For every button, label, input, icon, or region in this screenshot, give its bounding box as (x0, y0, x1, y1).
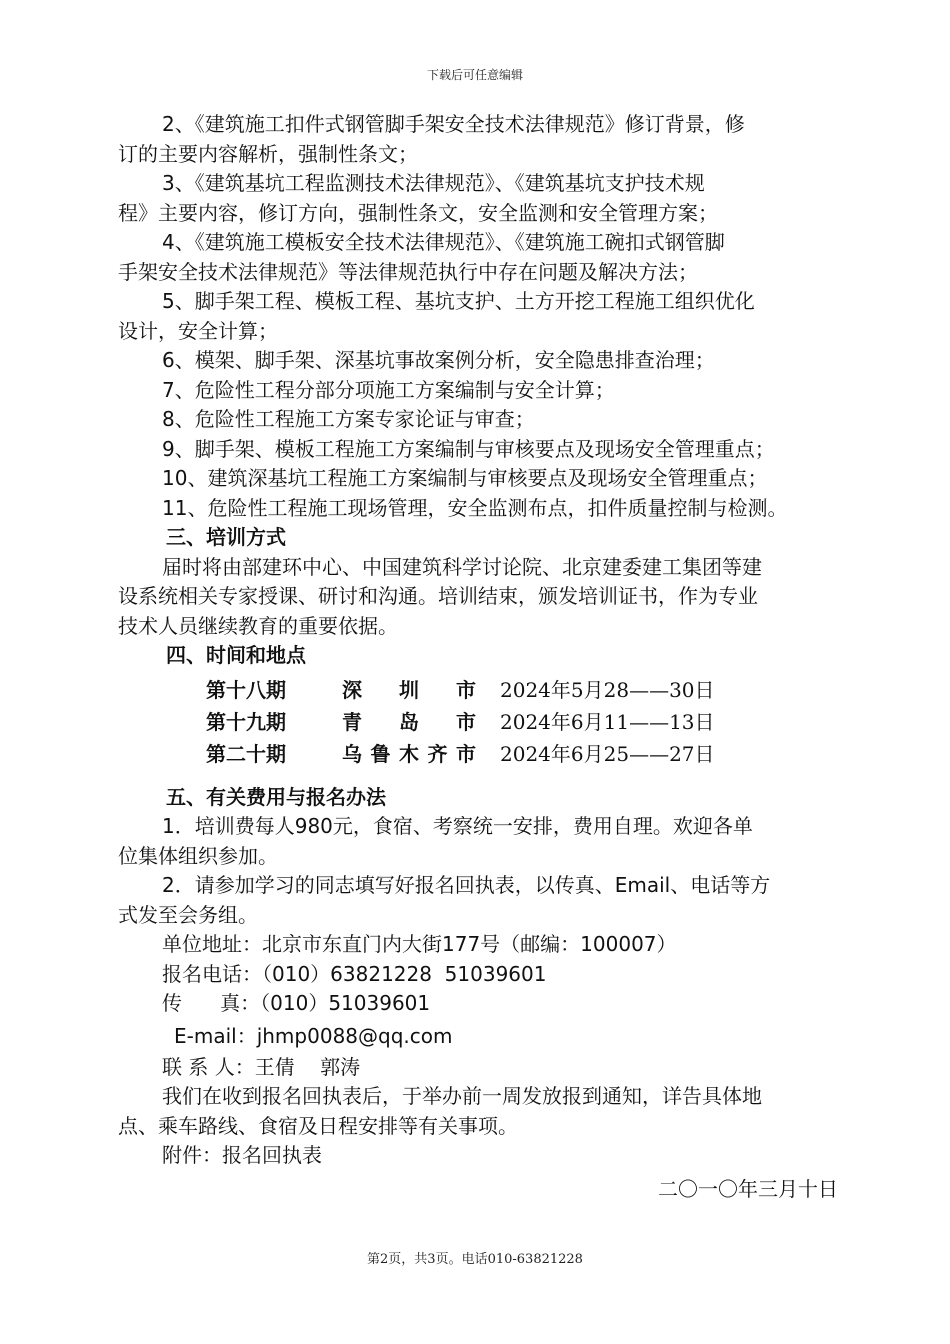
item-2-line2: 订的主要内容解析，强制性条文； (118, 141, 418, 166)
item-4-line2: 手架安全技术法律规范》等法律规范执行中存在问题及解决方法； (118, 259, 698, 284)
item-3-line2: 程》主要内容，修订方向，强制性条文，安全监测和安全管理方案； (118, 200, 718, 225)
section5-heading: 五、有关费用与报名办法 (166, 784, 386, 809)
signature-date: 二〇一〇年三月十日 (658, 1176, 838, 1201)
schedule-date: 2024年6月25——27日 (500, 742, 715, 766)
page-footer: 第2页，共3页。电话010-63821228 (367, 1252, 583, 1267)
schedule-city: 乌鲁木齐市 (342, 742, 476, 766)
schedule-row (206, 673, 838, 705)
item-8: 8、危险性工程施工方案专家论证与审查； (162, 407, 535, 431)
address: 单位地址：北京市东直门内大街177号（邮编：100007） (162, 932, 677, 956)
fee-line1: 1．培训费每人980元，食宿、考察统一安排，费用自理。欢迎各单 (162, 814, 753, 838)
schedule-row (206, 737, 838, 769)
item-7: 7、危险性工程分部分项施工方案编制与安全计算； (162, 377, 615, 402)
fax: 传 真：（010）51039601 (162, 991, 431, 1015)
schedule-date: 2024年6月11——13日 (500, 710, 715, 734)
schedule-city: 青岛市 (342, 710, 476, 734)
register-line1: 2．请参加学习的同志填写好报名回执表，以传真、Email、电话等方 (162, 873, 771, 897)
notice-line1: 我们在收到报名回执表后，于举办前一周发放报到通知，详告具体地 (162, 1084, 762, 1108)
item-11: 11、危险性工程施工现场管理，安全监测布点，扣件质量控制与检测。 (162, 495, 788, 520)
spacer (118, 769, 838, 783)
item-5-line2: 设计，安全计算； (118, 318, 278, 343)
schedule-period: 第十八期 (206, 678, 286, 702)
section3-line1: 届时将由部建环中心、中国建筑科学讨论院、北京建委建工集团等建 (162, 554, 762, 579)
section4-heading: 四、时间和地点 (166, 643, 306, 667)
schedule-period: 第十九期 (206, 710, 286, 734)
section3-heading: 三、培训方式 (166, 525, 286, 549)
document-body (118, 110, 838, 1207)
section3-line2: 设系统相关专家授课、研讨和沟通。培训结束，颁发培训证书，作为专业 (118, 584, 758, 608)
schedule-date: 2024年5月28——30日 (500, 678, 715, 702)
page-header: 下载后可任意编辑 (426, 68, 523, 82)
schedule-row (206, 705, 838, 737)
section3-line3: 技术人员继续教育的重要依据。 (118, 613, 398, 638)
item-9: 9、脚手架、模板工程施工方案编制与审核要点及现场安全管理重点； (162, 436, 775, 461)
item-3-line1: 3、《建筑基坑工程监测技术法律规范》、《建筑基坑支护技术规 (162, 171, 705, 195)
email: E-mail：jhmp0088@qq.com (174, 1023, 453, 1048)
notice-line2: 点、乘车路线、食宿及日程安排等有关事项。 (118, 1113, 518, 1138)
item-4-line1: 4、《建筑施工模板安全技术法律规范》、《建筑施工碗扣式钢管脚 (162, 230, 725, 254)
register-line2: 式发至会务组。 (118, 902, 258, 927)
schedule-table (118, 673, 838, 769)
item-2-line1: 2、《建筑施工扣件式钢管脚手架安全技术法律规范》修订背景，修 (162, 112, 745, 136)
item-5-line1: 5、脚手架工程、模板工程、基坑支护、土方开挖工程施工组织优化 (162, 289, 755, 313)
item-6: 6、模架、脚手架、深基坑事故案例分析，安全隐患排查治理； (162, 348, 715, 372)
attachment: 附件：报名回执表 (162, 1143, 322, 1167)
schedule-city: 深圳市 (342, 678, 476, 702)
phone: 报名电话：（010）63821228 51039601 (162, 961, 547, 986)
item-10: 10、建筑深基坑工程施工方案编制与审核要点及现场安全管理重点； (162, 466, 768, 490)
contact: 联 系 人：王倩 郭涛 (162, 1054, 361, 1079)
fee-line2: 位集体组织参加。 (118, 843, 278, 868)
schedule-period: 第二十期 (206, 742, 286, 766)
